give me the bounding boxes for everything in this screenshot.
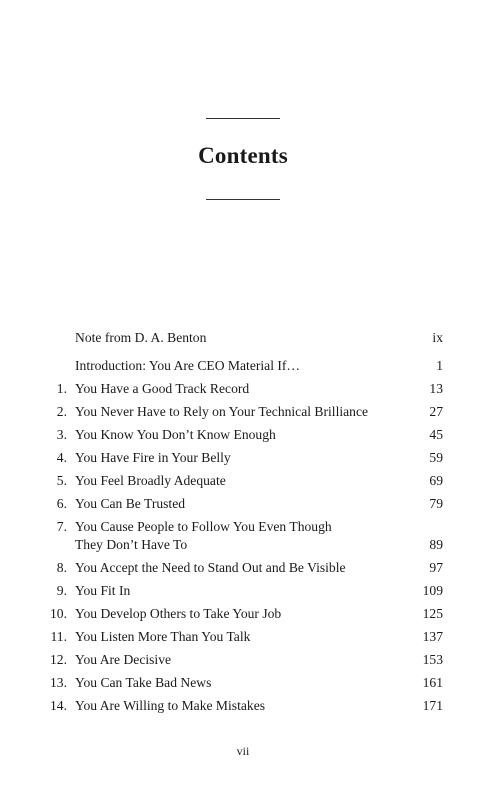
toc-entry-title — [75, 380, 395, 398]
toc-entry-page-number: 59 — [429, 450, 443, 465]
toc-entry-number: 3. — [56, 427, 67, 442]
toc-entry-title — [75, 674, 395, 692]
toc-entry-title — [75, 518, 395, 554]
toc-entry-title — [75, 651, 395, 669]
toc-entry-page-number: 109 — [422, 583, 443, 598]
toc-entry-number: 6. — [56, 496, 67, 511]
toc-entry-number: 9. — [56, 583, 67, 598]
toc-entry-title-line: You Have a Good Track Record — [75, 381, 250, 396]
toc-entry-title-line: You Never Have to Rely on Your Technical Brilliance — [75, 404, 369, 419]
toc-entry-title-line: You Feel Broadly Adequate — [75, 473, 226, 488]
toc-entry-page-number: 79 — [429, 496, 443, 511]
toc-entry-title-line: You Know You Don’t Know Enough — [75, 427, 276, 442]
toc-entry-page-number: 171 — [422, 698, 443, 713]
toc-entry-title — [75, 605, 395, 623]
toc-entry-title-line: Note from D. A. Benton — [75, 330, 207, 345]
toc-entry-title — [75, 329, 395, 347]
toc-entry-page-number: ix — [432, 330, 443, 345]
toc-entry-page-number: 161 — [422, 675, 443, 690]
toc-entry-title — [75, 472, 395, 490]
toc-entry-number: 2. — [56, 404, 67, 419]
toc-entry-title-line: You Cause People to Follow You Even Though — [75, 519, 332, 534]
toc-entry-title-line: You Are Willing to Make Mistakes — [75, 698, 266, 713]
toc-entry-title-line: You Listen More Than You Talk — [75, 629, 251, 644]
toc-entry-title-line: They Don’t Have To — [75, 537, 188, 552]
toc-entry-title — [75, 449, 395, 467]
toc-entry-number: 1. — [56, 381, 67, 396]
toc-entry-number: 10. — [50, 606, 67, 621]
toc-entry-title — [75, 582, 395, 600]
toc-entry-page-number: 137 — [422, 629, 443, 644]
toc-entry-title — [75, 403, 395, 421]
toc-entry-number: 13. — [50, 675, 67, 690]
toc-entry-title-line: You Can Be Trusted — [75, 496, 186, 511]
toc-entry-page-number: 97 — [429, 560, 443, 575]
toc-entry-title-line: You Can Take Bad News — [75, 675, 212, 690]
toc-entry-title-line: You Have Fire in Your Belly — [75, 450, 231, 465]
toc-entry-title — [75, 357, 395, 375]
toc-entry-title-line: You Fit In — [75, 583, 131, 598]
toc-entry-page-number: 27 — [429, 404, 443, 419]
page-folio: vii — [236, 744, 250, 758]
toc-entry-number: 11. — [50, 629, 67, 644]
toc-entry-page-number: 45 — [429, 427, 443, 442]
toc-entry-title — [75, 697, 395, 715]
toc-entry-page-number: 1 — [436, 358, 443, 373]
toc-entry-number: 4. — [56, 450, 67, 465]
toc-entry-title-line: You Are Decisive — [75, 652, 172, 667]
toc-entry-title — [75, 628, 395, 646]
toc-entry-number: 7. — [56, 519, 67, 534]
toc-entry-title-line: You Develop Others to Take Your Job — [75, 606, 282, 621]
toc-entry-page-number: 125 — [422, 606, 443, 621]
toc-entry-page-number: 153 — [422, 652, 443, 667]
toc-entry-title — [75, 426, 395, 444]
page-title: Contents — [198, 143, 288, 168]
toc-entry-title — [75, 559, 395, 577]
toc-entry-title-line: Introduction: You Are CEO Material If… — [75, 358, 301, 373]
toc-entry-page-number: 69 — [429, 473, 443, 488]
toc-entry-number: 5. — [56, 473, 67, 488]
toc-entry-number: 8. — [56, 560, 67, 575]
toc-entry-title — [75, 495, 395, 513]
toc-entry-number: 14. — [50, 698, 67, 713]
toc-entry-page-number: 89 — [429, 537, 443, 552]
toc-entry-title-line: You Accept the Need to Stand Out and Be Visible — [75, 560, 346, 575]
toc-entry-number: 12. — [50, 652, 67, 667]
toc-entry-page-number: 13 — [429, 381, 443, 396]
